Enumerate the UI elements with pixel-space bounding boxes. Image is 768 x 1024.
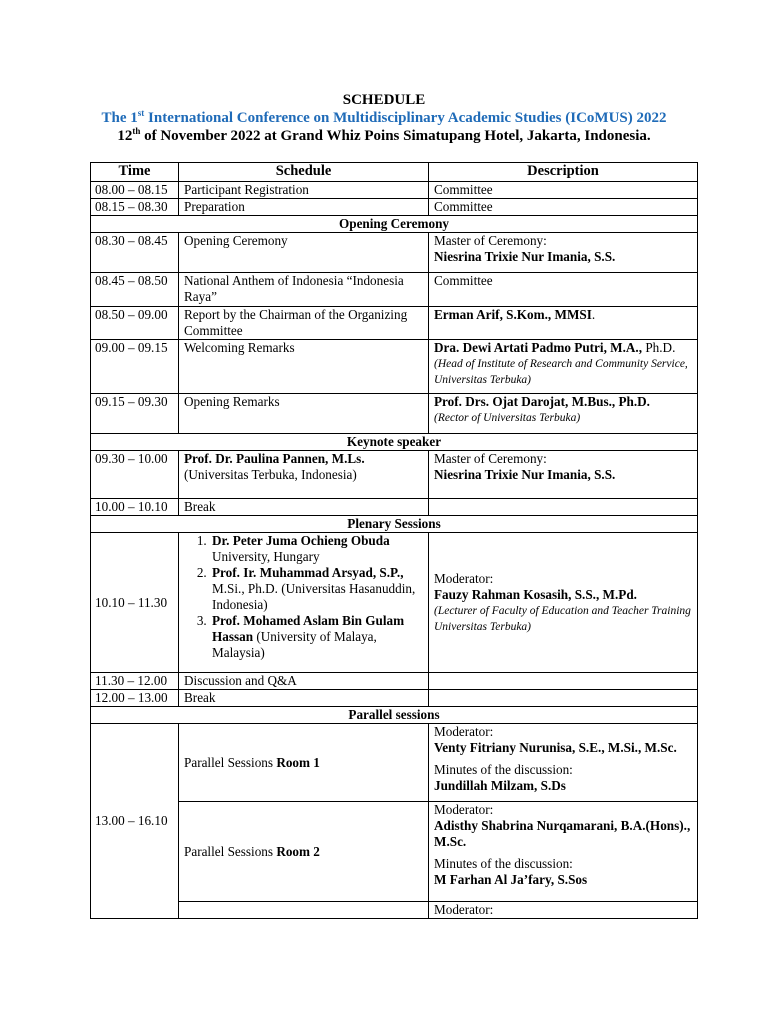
schedule-cell	[179, 902, 429, 919]
schedule-cell	[179, 802, 429, 902]
schedule-cell: Opening Ceremony	[179, 233, 429, 273]
section-row-keynote	[91, 434, 698, 451]
time-cell: 08.50 – 09.00	[91, 307, 179, 340]
table-row	[91, 499, 698, 516]
time-cell: 09.00 – 09.15	[91, 340, 179, 394]
speaker-name: Erman Arif, S.Kom., MMSI	[434, 307, 592, 322]
column-header-time: Time	[91, 163, 179, 182]
schedule-cell	[179, 533, 429, 673]
schedule-cell: National Anthem of Indonesia “Indonesia Raya”	[179, 273, 429, 307]
section-heading: Plenary Sessions	[91, 516, 698, 533]
section-heading: Opening Ceremony	[91, 216, 698, 233]
mc-name: Niesrina Trixie Nur Imania, S.S.	[434, 467, 616, 482]
time-cell: 08.15 – 08.30	[91, 199, 179, 216]
description-cell	[429, 233, 698, 273]
speaker-list	[184, 533, 423, 661]
mc-label: Master of Ceremony:	[434, 451, 547, 466]
moderator-name: Adisthy Shabrina Nurqamarani, B.A.(Hons)., M.Sc.	[434, 818, 691, 849]
time-cell: 13.00 – 16.10	[91, 724, 179, 919]
table-row	[91, 340, 698, 394]
speaker-suffix: Ph.D.	[642, 340, 676, 355]
section-heading: Keynote speaker	[91, 434, 698, 451]
description-cell	[429, 902, 698, 919]
table-row	[91, 233, 698, 273]
time-cell: 09.30 – 10.00	[91, 451, 179, 499]
minutes-name: Jundillah Milzam, S.Ds	[434, 778, 566, 793]
time-cell: 10.00 – 10.10	[91, 499, 179, 516]
room-name: Room 1	[276, 754, 320, 770]
table-row	[91, 673, 698, 690]
conference-title-sup: st	[137, 108, 145, 118]
mc-name: Niesrina Trixie Nur Imania, S.S.	[434, 249, 616, 264]
moderator-name: Fauzy Rahman Kosasih, S.S., M.Pd.	[434, 586, 637, 602]
speaker-name: Prof. Ir. Muhammad Arsyad, S.P.,	[212, 565, 404, 580]
date-prefix: 12	[117, 128, 133, 144]
section-heading: Parallel sessions	[91, 707, 698, 724]
description-cell	[429, 307, 698, 340]
time-cell: 12.00 – 13.00	[91, 690, 179, 707]
schedule-cell	[179, 451, 429, 499]
conference-title	[0, 110, 768, 127]
table-row	[91, 199, 698, 216]
minutes-name: M Farhan Al Ja’fary, S.Sos	[434, 872, 588, 887]
speaker-affiliation: University, Hungary	[212, 549, 320, 564]
table-row	[91, 451, 698, 499]
section-row-opening	[91, 216, 698, 233]
schedule-cell: Report by the Chairman of the Organizing Committee	[179, 307, 429, 340]
schedule-cell	[179, 724, 429, 802]
description-cell	[429, 451, 698, 499]
moderator-label: Moderator:	[434, 724, 494, 739]
list-item	[210, 565, 423, 613]
speaker-name: Prof. Mohamed Aslam Bin Gulam Hassan	[212, 613, 405, 644]
speaker-name: Dr. Peter Juma Ochieng Obuda	[212, 533, 390, 548]
description-cell	[429, 533, 698, 673]
moderator-role: (Lecturer of Faculty of Education and Teacher Training Universitas Terbuka)	[434, 604, 691, 633]
description-cell	[429, 340, 698, 394]
description-cell	[429, 394, 698, 434]
description-cell: Committee	[429, 182, 698, 199]
time-cell: 10.10 – 11.30	[91, 533, 179, 673]
speaker-suffix: .	[591, 307, 596, 322]
description-cell	[429, 499, 698, 516]
moderator-name: Venty Fitriany Nurunisa, S.E., M.Si., M.Sc.	[434, 740, 677, 755]
schedule-title: SCHEDULE	[342, 92, 426, 108]
schedule-cell: Welcoming Remarks	[179, 340, 429, 394]
time-cell: 11.30 – 12.00	[91, 673, 179, 690]
speaker-role: (Rector of Universitas Terbuka)	[434, 412, 581, 424]
conference-title-rest: International Conference on Multidisciplinary Academic Studies (ICoMUS) 2022	[144, 110, 667, 126]
table-row	[91, 690, 698, 707]
column-header-description: Description	[429, 163, 698, 182]
table-row	[91, 533, 698, 673]
table-row	[91, 182, 698, 199]
minutes-label: Minutes of the discussion:	[434, 856, 573, 871]
room-name: Room 2	[276, 843, 320, 859]
keynote-name: Prof. Dr. Paulina Pannen, M.Ls.	[184, 451, 365, 466]
schedule-table	[90, 162, 698, 919]
session-prefix: Parallel Sessions	[184, 843, 277, 859]
schedule-cell: Discussion and Q&A	[179, 673, 429, 690]
time-cell: 08.45 – 08.50	[91, 273, 179, 307]
description-cell: Committee	[429, 273, 698, 307]
keynote-affiliation: (Universitas Terbuka, Indonesia)	[184, 467, 357, 482]
list-item	[210, 613, 423, 661]
table-header-row	[91, 163, 698, 182]
description-cell: Committee	[429, 199, 698, 216]
speaker-affiliation: (University of Malaya, Malaysia)	[212, 629, 377, 660]
time-cell: 09.15 – 09.30	[91, 394, 179, 434]
table-row	[91, 394, 698, 434]
schedule-cell: Opening Remarks	[179, 394, 429, 434]
speaker-affiliation: M.Si., Ph.D. (Universitas Hasanuddin, Indonesia)	[212, 581, 416, 612]
moderator-label: Moderator:	[434, 802, 494, 817]
description-cell	[429, 673, 698, 690]
date-sup: th	[132, 126, 141, 136]
mc-label: Master of Ceremony:	[434, 233, 547, 248]
description-cell	[429, 690, 698, 707]
time-cell: 08.30 – 08.45	[91, 233, 179, 273]
schedule-cell: Preparation	[179, 199, 429, 216]
table-row	[91, 902, 698, 919]
speaker-name: Prof. Drs. Ojat Darojat, M.Bus., Ph.D.	[434, 394, 650, 409]
date-rest: of November 2022 at Grand Whiz Poins Simatupang Hotel, Jakarta, Indonesia.	[140, 128, 651, 144]
description-cell	[429, 724, 698, 802]
moderator-label: Moderator:	[434, 570, 494, 586]
table-row	[91, 802, 698, 902]
section-row-plenary	[91, 516, 698, 533]
column-header-schedule: Schedule	[179, 163, 429, 182]
session-prefix: Parallel Sessions	[184, 754, 277, 770]
time-cell: 08.00 – 08.15	[91, 182, 179, 199]
list-item	[210, 533, 423, 565]
conference-title-prefix: The 1	[101, 110, 138, 126]
schedule-cell: Break	[179, 690, 429, 707]
table-row	[91, 273, 698, 307]
schedule-cell: Participant Registration	[179, 182, 429, 199]
table-row	[91, 724, 698, 802]
description-cell	[429, 802, 698, 902]
speaker-role: (Head of Institute of Research and Community Service, Universitas Terbuka)	[434, 358, 688, 386]
moderator-label: Moderator:	[434, 902, 494, 917]
section-row-parallel	[91, 707, 698, 724]
minutes-label: Minutes of the discussion:	[434, 762, 573, 777]
conference-date-venue	[0, 128, 768, 145]
table-row	[91, 307, 698, 340]
speaker-name: Dra. Dewi Artati Padmo Putri, M.A.,	[434, 340, 643, 355]
schedule-cell: Break	[179, 499, 429, 516]
